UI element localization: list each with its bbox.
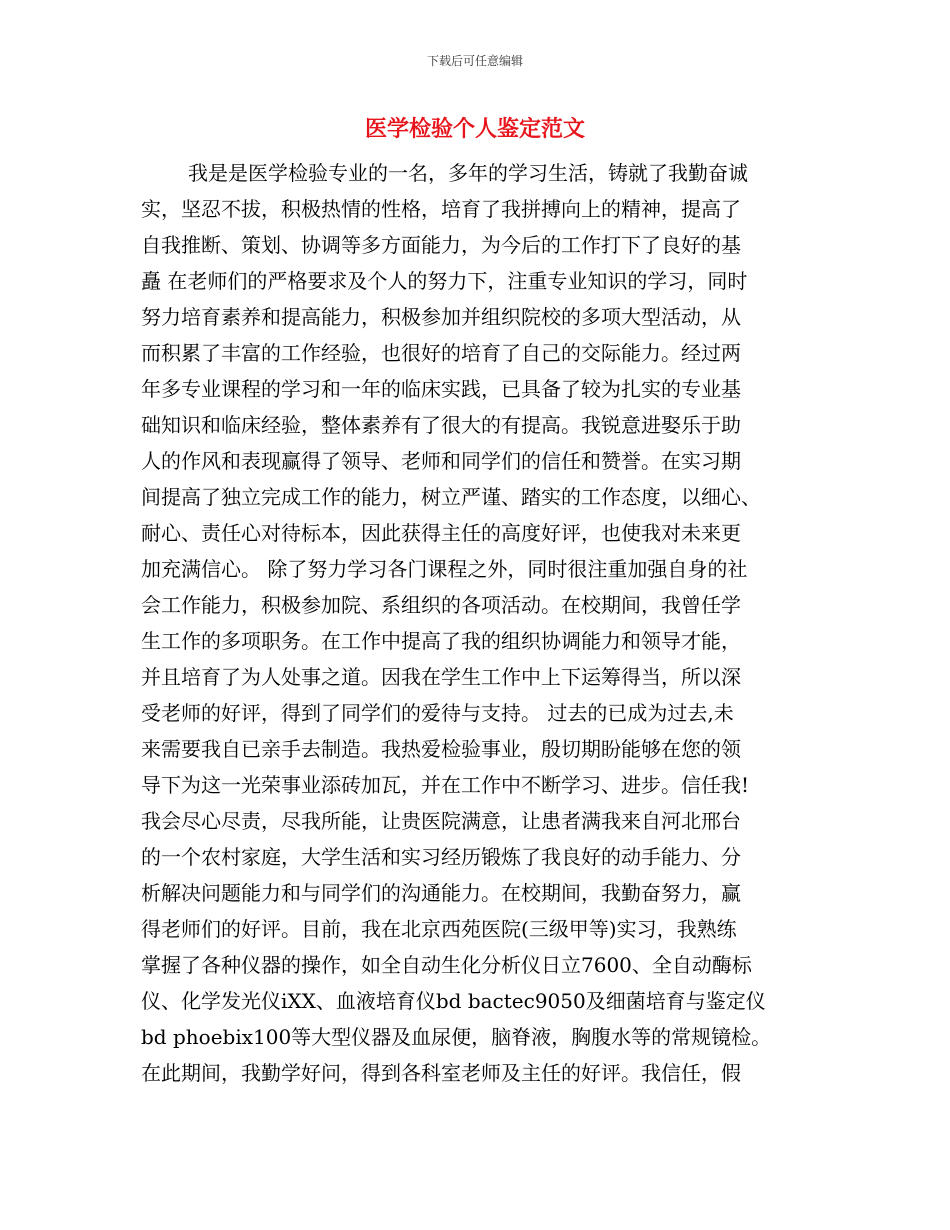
body-line: bd phoebix100等大型仪器及血尿便，脑脊液，胸腹水等的常规镜检。 [141,1025,772,1049]
body-line: 而积累了丰富的工作经验，也很好的培育了自己的交际能力。经过两 [141,341,741,365]
body-line: 仪、化学发光仪iXX、血液培育仪bd bactec9050及细菌培育与鉴定仪 [141,989,766,1013]
body-line: 年多专业课程的学习和一年的临床实践，已具备了较为扎实的专业基 [141,377,741,401]
body-line: 导下为这一光荣事业添砖加瓦，并在工作中不断学习、进步。信任我! [141,773,750,797]
body-line: 的一个农村家庭，大学生活和实习经历锻炼了我良好的动手能力、分 [141,845,741,869]
body-line: 掌握了各种仪器的操作，如全自动生化分析仪日立7600、全自动酶标 [141,953,752,977]
body-line: 人的作风和表现赢得了领导、老师和同学们的信任和赞誉。在实习期 [141,449,741,473]
body-line: 并且培育了为人处事之道。因我在学生工作中上下运筹得当，所以深 [141,665,741,689]
body-line: 我是是医学检验专业的一名，多年的学习生活，铸就了我勤奋诚 [188,161,748,185]
page-header-note: 下载后可任意编辑 [426,54,523,68]
body-line: 耐心、责任心对待标本，因此获得主任的高度好评，也使我对未来更 [141,521,741,545]
body-line: 在此期间，我勤学好问，得到各科室老师及主任的好评。我信任，假 [141,1061,741,1085]
body-line: 矗 在老师们的严格要求及个人的努力下，注重专业知识的学习，同时 [141,269,748,293]
body-line: 努力培育素养和提高能力，积极参加并组织院校的多项大型活动，从 [141,305,741,329]
body-line: 自我推断、策划、协调等多方面能力，为今后的工作打下了良好的基 [141,233,741,257]
body-line: 加充满信心。 除了努力学习各门课程之外，同时很注重加强自身的社 [141,557,748,581]
body-line: 来需要我自已亲手去制造。我热爱检验事业，殷切期盼能够在您的领 [141,737,741,761]
body-line: 受老师的好评，得到了同学们的爱待与支持。 过去的已成为过去,未 [141,701,734,725]
body-line: 实，坚忍不拔，积极热情的性格，培育了我拼搏向上的精神，提高了 [141,197,741,221]
body-line: 生工作的多项职务。在工作中提高了我的组织协调能力和领导才能， [141,629,741,653]
body-line: 析解决问题能力和与同学们的沟通能力。在校期间，我勤奋努力，赢 [141,881,741,905]
body-line: 我会尽心尽责，尽我所能，让贵医院满意，让患者满我来自河北邢台 [141,809,741,833]
body-line: 会工作能力，积极参加院、系组织的各项活动。在校期间，我曾任学 [141,593,741,617]
body-line: 础知识和临床经验，整体素养有了很大的有提高。我锐意进娶乐于助 [141,413,741,437]
body-line: 间提高了独立完成工作的能力，树立严谨、踏实的工作态度，以细心、 [141,485,761,509]
body-line: 得老师们的好评。目前，我在北京西苑医院(三级甲等)实习，我熟练 [141,917,737,941]
document-title: 医学检验个人鉴定范文 [364,116,585,142]
